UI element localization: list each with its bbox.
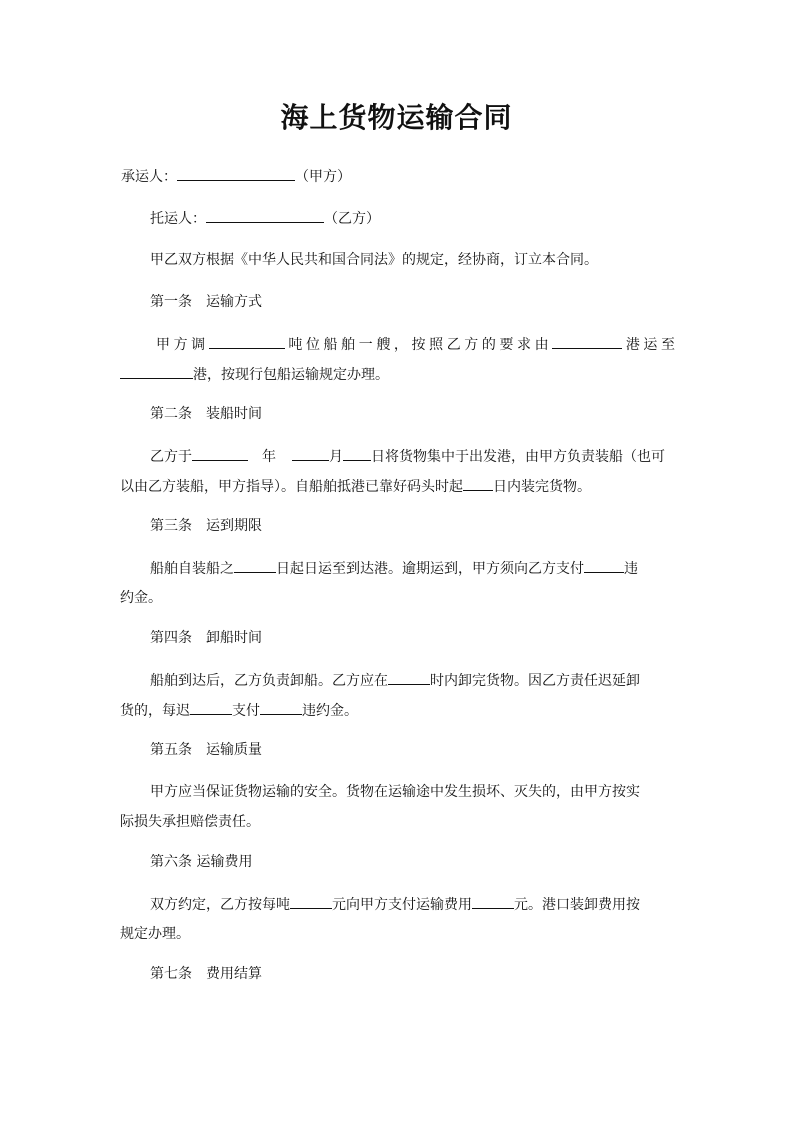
- carrier-suffix: （甲方）: [295, 169, 351, 185]
- article-1-text: 港运至: [622, 337, 676, 353]
- article-1-heading: 第一条 运输方式: [150, 294, 262, 310]
- delay-unit-blank[interactable]: [190, 701, 232, 715]
- loading-days-blank[interactable]: [463, 477, 493, 491]
- article-1-text: 吨位船舶一艘，按照乙方的要求由: [284, 337, 553, 353]
- article-4-text: 货的，每迟: [120, 703, 190, 719]
- article-6-text: 双方约定，乙方按每吨: [150, 897, 290, 913]
- article-1-text: 港，按现行包船运输规定办理。: [193, 367, 389, 383]
- shipper-blank[interactable]: [206, 209, 324, 223]
- delay-penalty-blank[interactable]: [584, 559, 624, 573]
- article-4-text: 时内卸完货物。因乙方责任迟延卸: [430, 673, 640, 689]
- article-6-heading: 第六条 运输费用: [150, 854, 253, 870]
- transit-days-blank[interactable]: [234, 559, 276, 573]
- intro-paragraph: 甲乙双方根据《中华人民共和国合同法》的规定，经协商，订立本合同。: [150, 252, 598, 268]
- article-2-text: 月: [329, 449, 343, 465]
- article-1-line-1: [156, 335, 675, 354]
- article-2-heading: 第二条 装船时间: [150, 406, 262, 422]
- article-3-line-1: [150, 559, 638, 578]
- article-1-line-2: [120, 365, 389, 384]
- article-3-text: 违: [624, 561, 638, 577]
- tonnage-blank[interactable]: [209, 335, 285, 349]
- article-6-text: 元向甲方支付运输费用: [332, 897, 472, 913]
- article-4-line-1: [150, 671, 640, 690]
- total-fee-blank[interactable]: [472, 895, 514, 909]
- article-5-line-2: 际损失承担赔偿责任。: [120, 814, 260, 830]
- article-3-line-2: 约金。: [120, 590, 162, 606]
- article-2-text: 日内装完货物。: [493, 479, 591, 495]
- article-5-heading: 第五条 运输质量: [150, 742, 262, 758]
- carrier-line: [121, 167, 351, 186]
- unload-hours-blank[interactable]: [388, 671, 430, 685]
- article-4-line-2: [120, 701, 358, 720]
- shipper-line: [150, 209, 380, 228]
- article-4-text: 支付: [232, 703, 260, 719]
- article-4-text: 违约金。: [302, 703, 358, 719]
- article-2-line-2: [120, 477, 591, 496]
- article-2-text: 年: [262, 449, 276, 465]
- unload-penalty-blank[interactable]: [260, 701, 302, 715]
- carrier-label: 承运人：: [121, 169, 177, 185]
- article-4-heading: 第四条 卸船时间: [150, 630, 262, 646]
- article-3-text: 日起日运至到达港。逾期运到，甲方须向乙方支付: [276, 561, 584, 577]
- article-7-heading: 第七条 费用结算: [150, 966, 262, 982]
- article-2-text: 乙方于: [150, 449, 192, 465]
- load-year-blank[interactable]: [192, 447, 248, 461]
- price-per-ton-blank[interactable]: [290, 895, 332, 909]
- shipper-label: 托运人：: [150, 211, 206, 227]
- article-5-line-1: 甲方应当保证货物运输的安全。货物在运输途中发生损坏、灭失的，由甲方按实: [150, 784, 640, 800]
- article-4-text: 船舶到达后，乙方负责卸船。乙方应在: [150, 673, 388, 689]
- article-3-text: 船舶自装船之: [150, 561, 234, 577]
- article-2-text: 日将货物集中于出发港，由甲方负责装船（也可: [371, 449, 665, 465]
- article-6-line-1: [150, 895, 640, 914]
- load-day-blank[interactable]: [343, 447, 371, 461]
- load-month-blank[interactable]: [292, 447, 329, 461]
- article-6-line-2: 规定办理。: [120, 926, 190, 942]
- article-2-line-1: [150, 447, 665, 466]
- document-title: 海上货物运输合同: [280, 101, 513, 134]
- article-1-text: 甲方调: [156, 337, 209, 353]
- article-3-heading: 第三条 运到期限: [150, 518, 262, 534]
- article-6-text: 元。港口装卸费用按: [514, 897, 640, 913]
- destination-port-blank[interactable]: [120, 365, 193, 379]
- departure-port-blank[interactable]: [552, 335, 622, 349]
- shipper-suffix: （乙方）: [324, 211, 380, 227]
- article-2-text: 以由乙方装船，甲方指导）。自船舶抵港已靠好码头时起: [120, 479, 463, 495]
- carrier-blank[interactable]: [177, 167, 295, 181]
